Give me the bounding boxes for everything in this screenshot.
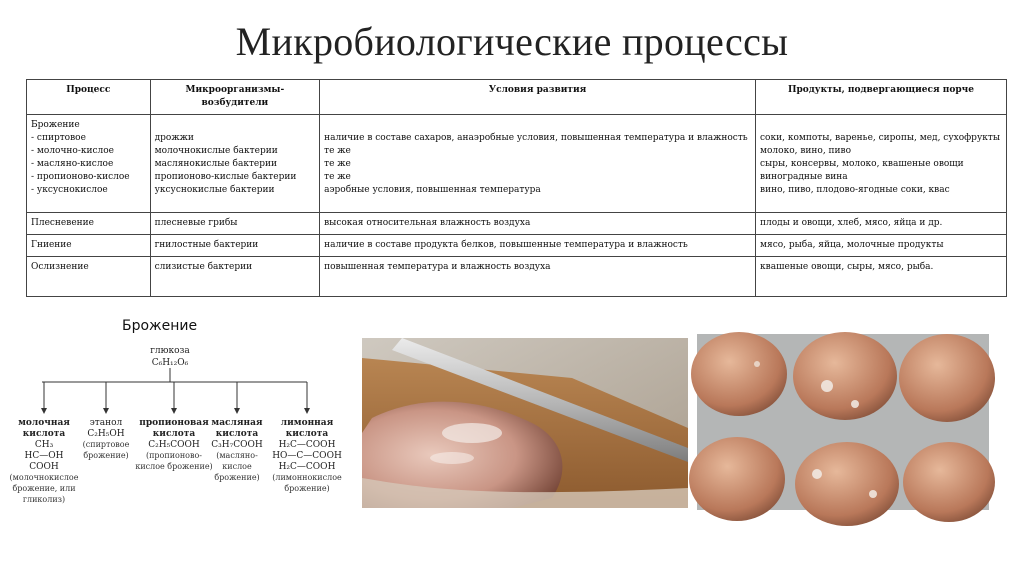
branch-3-line: C₃H₇COOH — [211, 440, 263, 450]
cell-line: слизистые бактерии — [154, 262, 253, 272]
cell-line: пропионово-кислые бактерии — [154, 172, 297, 182]
eggs-image — [697, 334, 989, 510]
cell-line: квашеные овощи, сыры, мясо, рыба. — [760, 262, 934, 272]
branch-4-line: брожение) — [284, 484, 330, 493]
branch-2-line: пропионовая — [139, 418, 209, 428]
arrowhead — [234, 408, 240, 414]
cell-line: соки, компоты, варенье, сиропы, мед, сухофрукты — [760, 133, 1001, 143]
branch-0-line: молочная — [18, 418, 70, 428]
table-cell-process — [27, 235, 151, 257]
cell-line — [155, 119, 316, 132]
arrowhead — [41, 408, 47, 414]
branch-0-line: гликолиз) — [22, 495, 66, 504]
branch-4-line: H₂C—COOH — [278, 440, 336, 450]
table-header-row — [27, 80, 1007, 115]
branch-4-line: кислота — [285, 429, 329, 439]
egg — [899, 334, 995, 422]
header-conditions: Условия развития — [320, 80, 756, 115]
header-products: Продукты, подвергающиеся порче — [756, 80, 1007, 115]
table-cell-products — [756, 257, 1007, 297]
branch-4-line: H₂C—COOH — [278, 462, 336, 472]
table-cell-conditions — [320, 213, 756, 235]
egg — [795, 442, 899, 526]
branch-3-line: брожение) — [214, 473, 260, 482]
egg — [793, 332, 897, 420]
process-table — [26, 79, 1007, 297]
header-microbes: Микроорганизмы- возбудители — [150, 80, 320, 115]
cell-line — [324, 119, 751, 132]
cell-line: - уксуснокислое — [31, 185, 108, 195]
cell-line: высокая относительная влажность воздуха — [324, 218, 531, 228]
branch-0-line: кислота — [22, 429, 66, 439]
cell-line: Ослизнение — [31, 262, 89, 272]
table-cell-process — [27, 213, 151, 235]
egg — [689, 437, 785, 521]
table-cell-conditions — [320, 115, 756, 213]
table-row — [27, 235, 1007, 257]
cell-line: маслянокислые бактерии — [154, 159, 278, 169]
branch-0-line: брожение, или — [12, 484, 76, 493]
table-row — [27, 257, 1007, 297]
arrowhead — [103, 408, 109, 414]
table-cell-products — [756, 235, 1007, 257]
table-cell-microbes — [150, 213, 320, 235]
cell-line: - масляно-кислое — [31, 159, 114, 169]
cell-line: молоко, вино, пиво — [760, 146, 852, 156]
cell-line: наличие в составе сахаров, анаэробные условия, повышенная температура и влажность — [324, 133, 748, 143]
meat-image — [362, 338, 688, 508]
table-cell-conditions — [320, 257, 756, 297]
page-title: Микробиологические процессы — [235, 19, 789, 64]
cell-line: сыры, консервы, молоко, квашеные овощи — [760, 159, 964, 169]
table-cell-microbes — [150, 257, 320, 297]
branch-2-line: кислое брожение) — [135, 462, 213, 471]
cell-line: наличие в составе продукта белков, повышенные температура и влажность — [324, 240, 688, 250]
branch-2-line: (пропионово- — [145, 451, 203, 460]
cell-line: те же — [324, 172, 351, 182]
branch-1-line: (спиртовое — [82, 440, 130, 449]
cell-line: Плесневение — [31, 218, 94, 228]
branch-0-line: COOH — [29, 462, 59, 472]
branch-4-line: HO—C—COOH — [272, 451, 342, 461]
branch-0-line: CH₃ — [34, 440, 54, 450]
cell-line: молочнокислые бактерии — [154, 146, 278, 156]
branch-3-line: кислое — [222, 462, 252, 471]
cell-line: Гниение — [31, 240, 72, 250]
table-cell-products — [756, 213, 1007, 235]
branch-2-line: C₂H₅COOH — [148, 440, 200, 450]
egg — [691, 332, 787, 416]
branch-3-line: масляная — [211, 418, 263, 428]
cell-line: вино, пиво, плодово-ягодные соки, квас — [760, 185, 950, 195]
root-label: глюкоза — [150, 346, 190, 356]
egg — [903, 442, 995, 522]
cell-line: гнилостные бактерии — [154, 240, 259, 250]
table-row — [27, 115, 1007, 213]
table-row — [27, 213, 1007, 235]
cell-line — [760, 119, 1002, 132]
cell-line: повышенная температура и влажность воздуха — [324, 262, 551, 272]
branch-3-line: кислота — [215, 429, 259, 439]
fermentation-diagram — [9, 338, 352, 518]
cell-line: аэробные условия, повышенная температура — [324, 185, 541, 195]
branch-0-line: HC—OH — [24, 451, 64, 461]
branch-4-line: лимонная — [280, 418, 334, 428]
arrowhead — [304, 408, 310, 414]
branch-1-line: этанол — [89, 418, 123, 428]
table-cell-conditions — [320, 235, 756, 257]
table-cell-microbes — [150, 235, 320, 257]
cell-line: плесневые грибы — [154, 218, 238, 228]
table-cell-process — [27, 115, 151, 213]
meat-photo — [362, 338, 688, 508]
branch-1-line: брожение) — [83, 451, 129, 460]
eggs-photo — [697, 334, 989, 510]
cell-line: виноградные вина — [760, 172, 848, 182]
branch-0-line: (молочнокислое — [9, 473, 79, 482]
fermentation-heading: Брожение — [122, 318, 198, 334]
branch-3-line: (маслянo- — [216, 451, 258, 460]
branch-4-line: (лимоннокислое — [272, 473, 342, 482]
cell-line: те же — [324, 146, 351, 156]
cell-line: - пропионово-кислое — [31, 172, 130, 182]
branch-1-line: C₂H₅OH — [87, 429, 125, 439]
cell-line: уксуснокислые бактерии — [154, 185, 275, 195]
table-cell-process — [27, 257, 151, 297]
cell-line: - спиртовое — [31, 133, 86, 143]
table-cell-products — [756, 115, 1007, 213]
cell-line: - молочно-кислое — [31, 146, 114, 156]
branch-2-line: кислота — [152, 429, 196, 439]
cell-line: Брожение — [31, 120, 80, 130]
root-formula: C₆H₁₂O₆ — [151, 358, 189, 368]
cell-line: те же — [324, 159, 351, 169]
table-cell-microbes — [150, 115, 320, 213]
cell-line: плоды и овощи, хлеб, мясо, яйца и др. — [760, 218, 943, 228]
cell-line: мясо, рыба, яйца, молочные продукты — [760, 240, 944, 250]
cell-line: дрожжи — [154, 133, 194, 143]
arrowhead — [171, 408, 177, 414]
header-process: Процесс — [27, 80, 151, 115]
